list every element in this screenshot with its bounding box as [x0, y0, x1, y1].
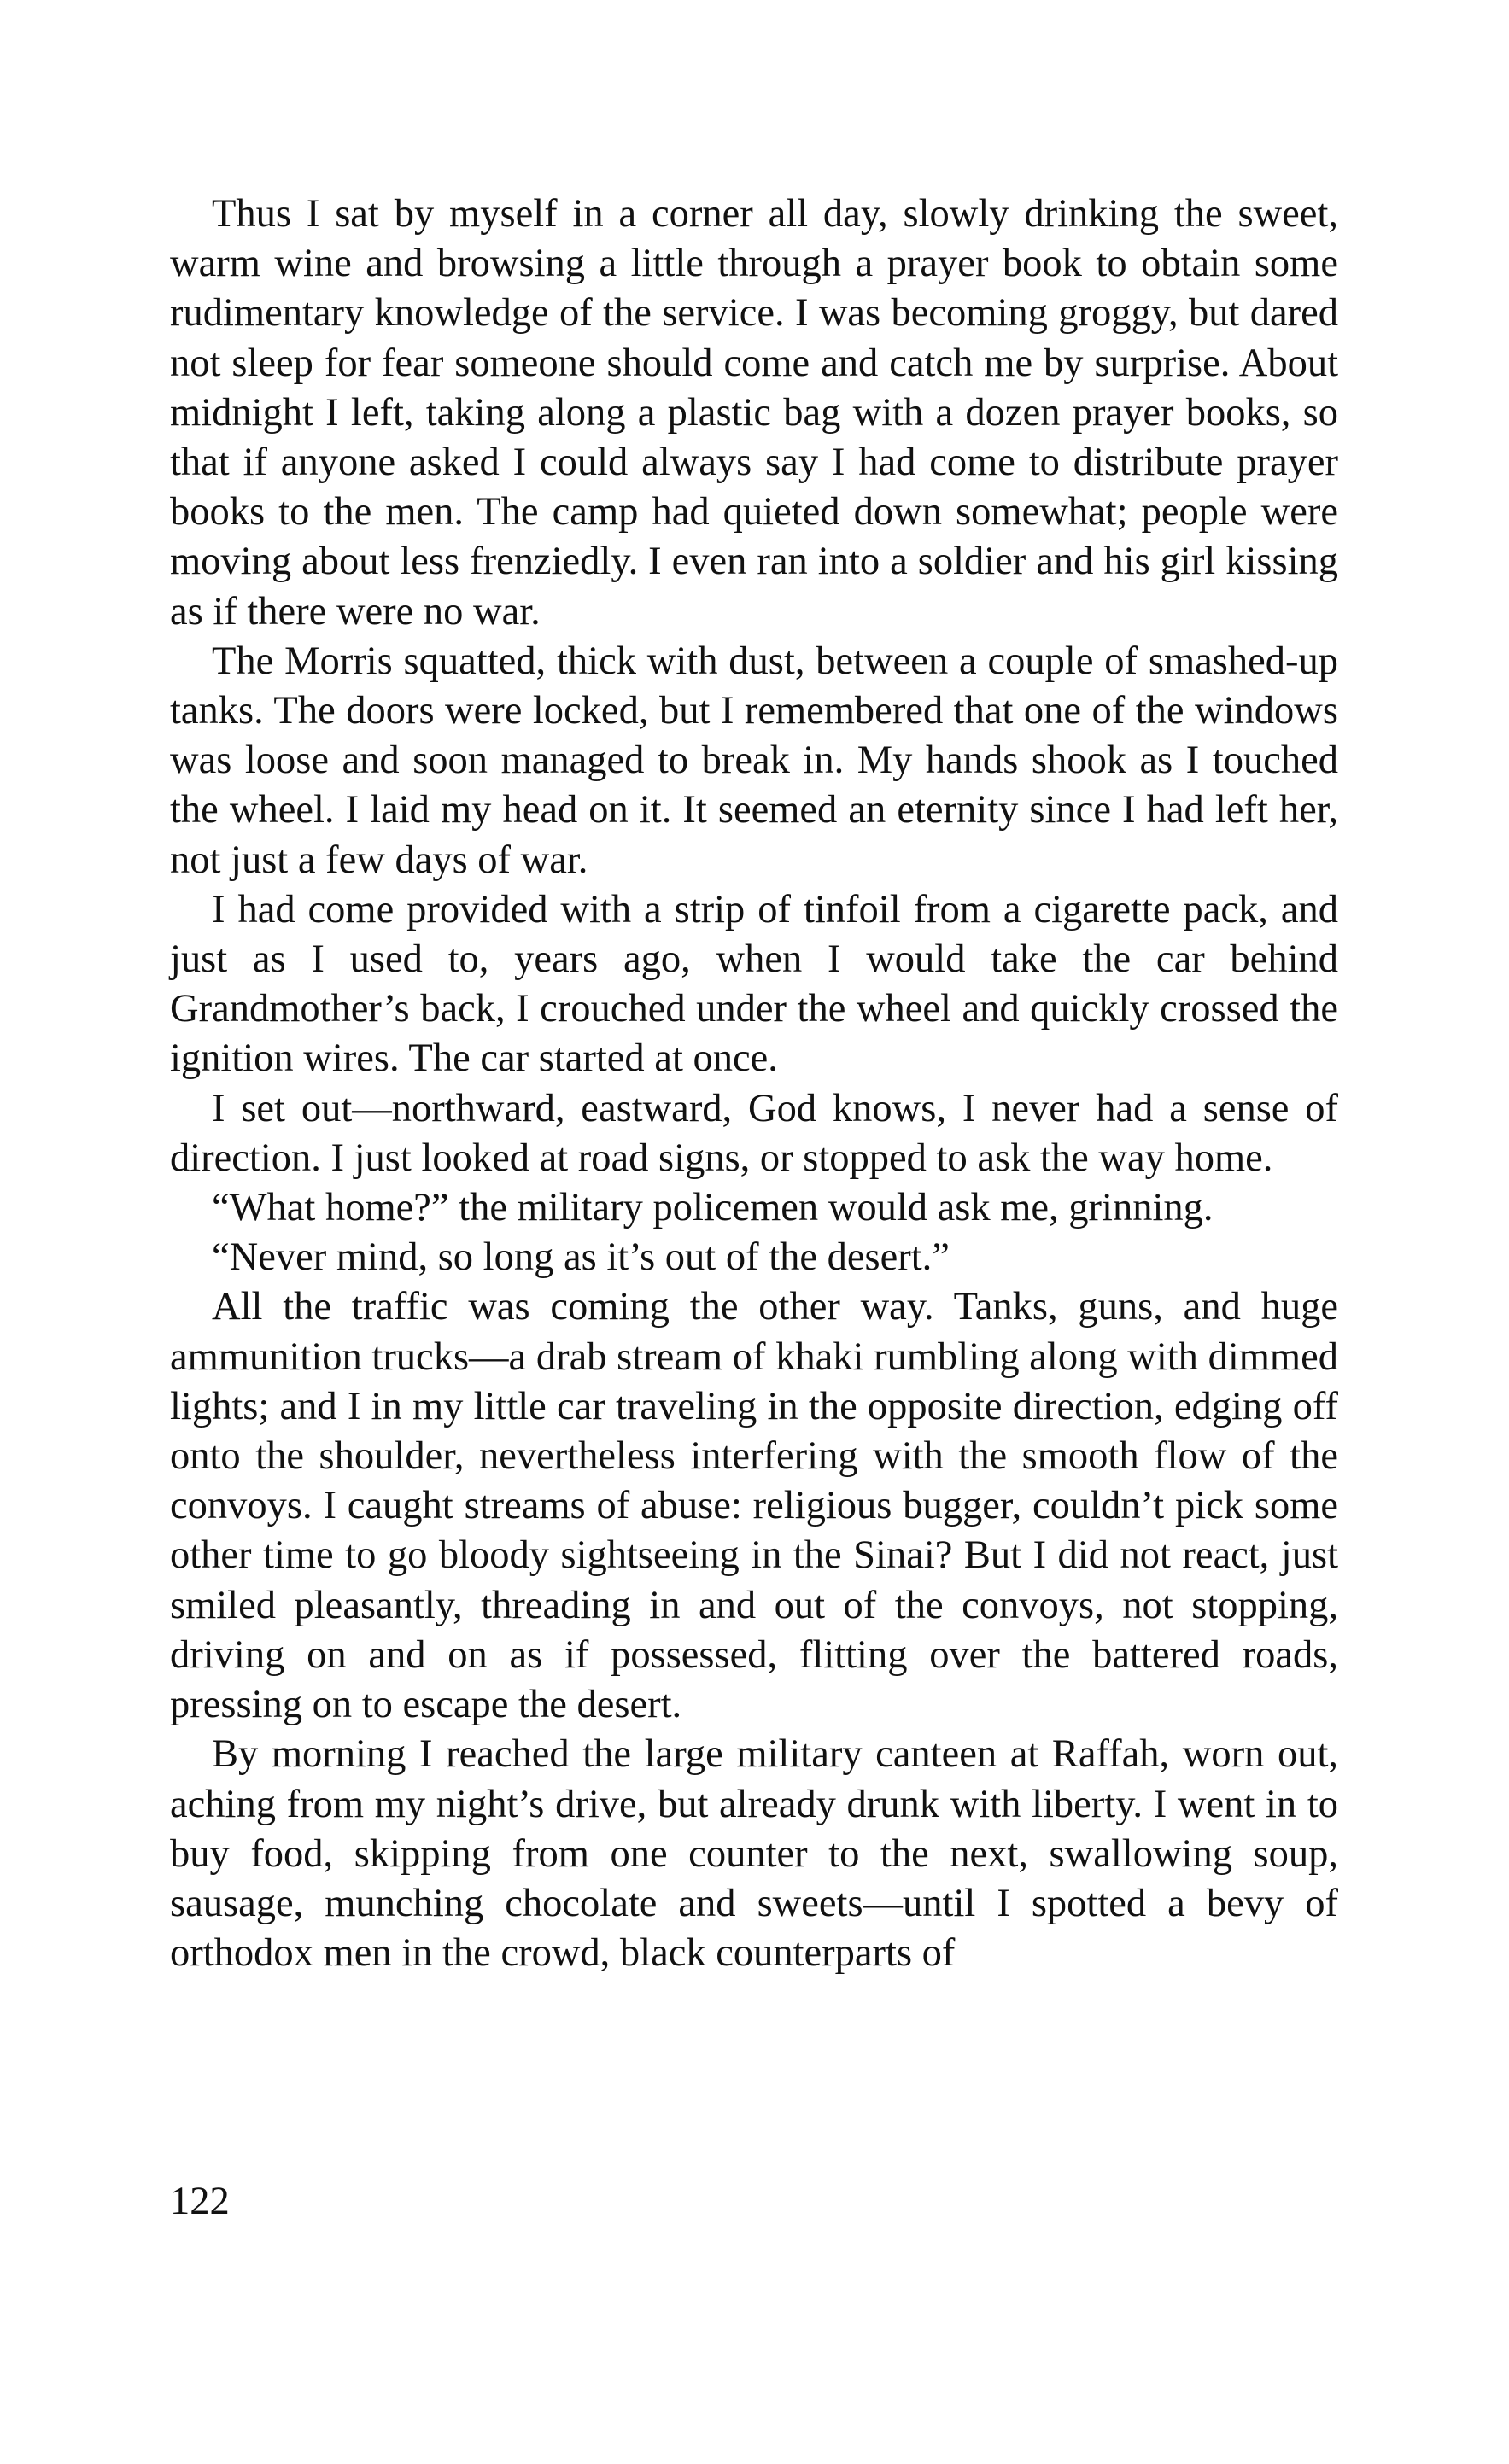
- paragraph: All the traffic was coming the other way. Tanks, guns, and huge ammunition trucks—a drab stream of khaki rumbling along with dimmed lights; and I in my little car traveling in the opposite direction, edging off onto the shoulder, nevertheless interfering with the smooth flow of the convoys. I caught streams of abuse: religious bugger, couldn’t pick some other time to go bloody sightseeing in the Sinai? But I did not react, just smiled pleasantly, threading in and out of the convoys, not stopping, driving on and on as if possessed, flitting over the battered roads, pressing on to escape the desert.: [170, 1285, 1338, 1727]
- paragraph: The Morris squatted, thick with dust, between a couple of smashed-up tanks. The doors were locked, but I remembered that one of the windows was loose and soon managed to break in. My hands shook as I touched the wheel. I laid my head on it. It seemed an eternity since I had left her, not just a few days of war.: [170, 639, 1338, 882]
- paragraph: “Never mind, so long as it’s out of the desert.”: [212, 1235, 950, 1280]
- paragraph: “What home?” the military policemen would ask me, grinning.: [212, 1186, 1214, 1230]
- body-text: [170, 190, 1338, 1978]
- paragraph: Thus I sat by myself in a corner all day, slowly drinking the sweet, warm wine and browsing a little through a prayer book to obtain some rudimentary knowledge of the service. I was becoming groggy, but dared not sleep for fear someone should come and catch me by surprise. About midnight I left, taking along a plastic bag with a dozen prayer books, so that if anyone asked I could always say I had come to distribute prayer books to the men. The camp had quieted down somewhat; people were moving about less frenziedly. I even ran into a soldier and his girl kissing as if there were no war.: [170, 192, 1338, 634]
- paragraph: By morning I reached the large military canteen at Raffah, worn out, aching from my night’s drive, but already drunk with liberty. I went in to buy food, skipping from one counter to the next, swallowing soup, sausage, munching chocolate and sweets—until I spotted a bevy of orthodox men in the crowd, black counterparts of: [170, 1732, 1338, 1976]
- paragraph: I set out—northward, eastward, God knows, I never had a sense of direction. I just looked at road signs, or stopped to ask the way home.: [170, 1086, 1338, 1180]
- page-number: 122: [170, 2180, 230, 2223]
- paragraph: I had come provided with a strip of tinfoil from a cigarette pack, and just as I used to, years ago, when I would take the car behind Grandmother’s back, I crouched under the wheel and quickly crossed the ignition wires. The car started at once.: [170, 887, 1338, 1081]
